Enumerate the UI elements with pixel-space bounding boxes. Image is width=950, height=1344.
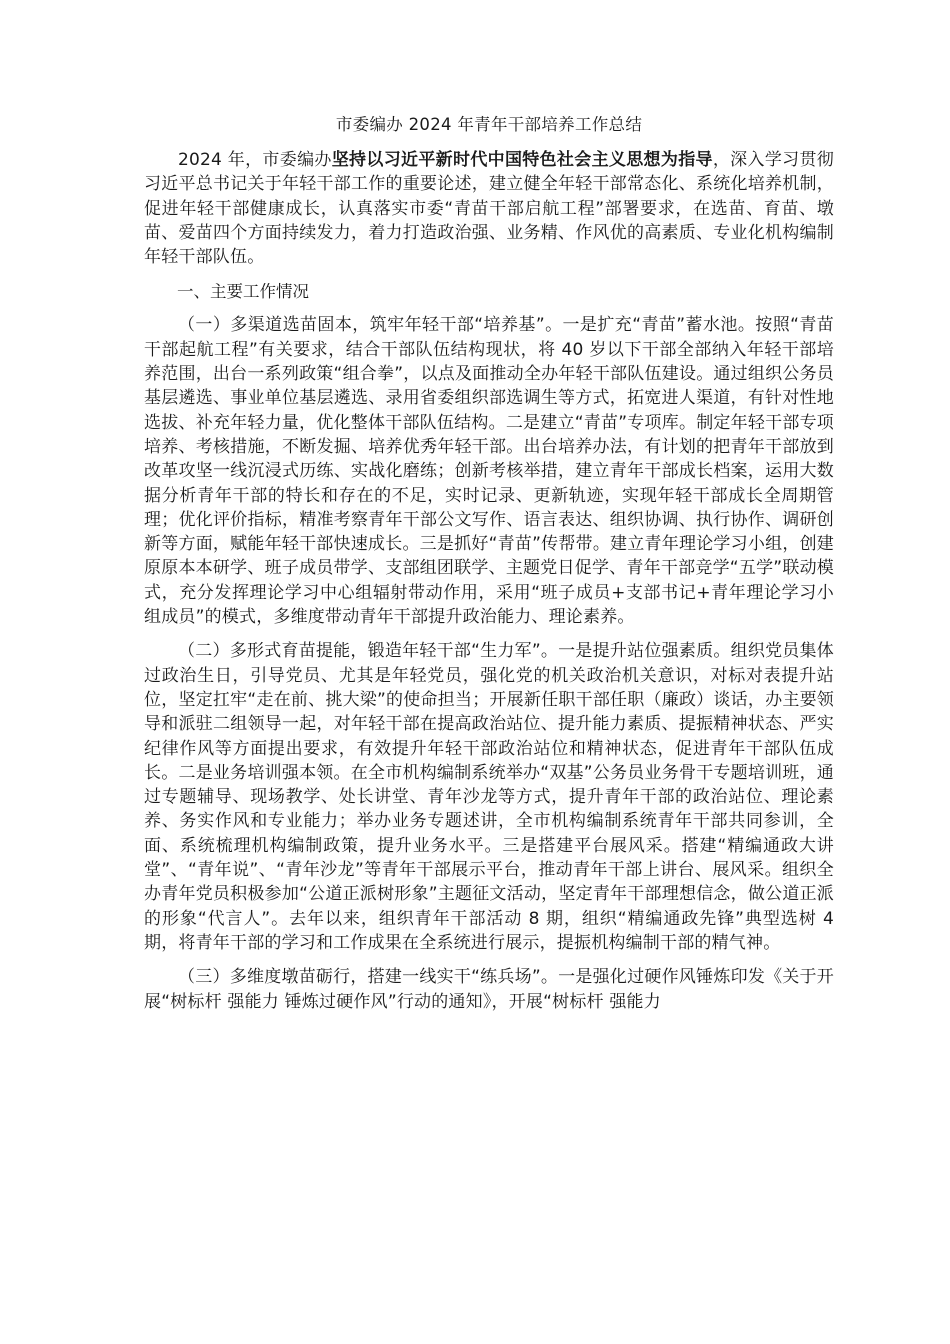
paragraph-cultivation: （二）多形式育苗提能，锻造年轻干部“生力军”。一是提升站位强素质。组织党员集体过政治生日，引导党员、尤其是年轻党员，强化党的机关政治机关意识，对标对表提升站位，坚定扛牢“走在前、挑大梁”的使命担当；开展新任职干部任职（廉政）谈话，办主要领导和派驻二组领导一起，对年轻干部在提高政治站位、提升能力素质、提振精神状态、严实纪律作风等方面提出要求，有效提升年轻干部政治站位和精神状态，促进青年干部队伍成长。二是业务培训强本领。在全市机构编制系统举办“双基”公务员业务骨干专题培训班，通过专题辅导、现场教学、处长讲堂、青年沙龙等方式，提升青年干部的政治站位、理论素养、务实作风和专业能力；举办业务专题述讲，全市机构编制系统青年干部共同参训，全面、系统梳理机构编制政策，提升业务水平。三是搭建平台展风采。搭建“精编通政大讲堂”、“青年说”、“青年沙龙”等青年干部展示平台，推动青年干部上讲台、展风采。组织全办青年党员积极参加“公道正派树形象”主题征文活动，坚定青年干部理想信念，做公道正派的形象“代言人”。去年以来，组织青年干部活动 8 期，组织“精编通政先锋”典型选树 4 期，将青年干部的学习和工作成果在全系统进行展示，提振机构编制干部的精气神。 [144,641,834,953]
paragraph-selection: （一）多渠道选苗固本，筑牢年轻干部“培养基”。一是扩充“青苗”蓄水池。按照“青苗干部起航工程”有关要求，结合干部队伍结构现状，将 40 岁以下干部全部纳入年轻干部培养范围，出台一系列政策“组合拳”，以点及面推动全办年轻干部队伍建设。通过组织公务员基层遴选、事业单位基层遴选、录用省委组织部选调生等方式，拓宽进人渠道，有针对性地选拔、补充年轻力量，优化整体干部队伍结构。二是建立“青苗”专项库。制定年轻干部专项培养、考核措施，不断发掘、培养优秀年轻干部。出台培养办法，有计划的把青年干部放到改革攻坚一线沉浸式历练、实战化磨练；创新考核举措，建立青年干部成长档案，运用大数据分析青年干部的特长和存在的不足，实时记录、更新轨迹，实现年轻干部成长全周期管理；优化评价指标，精准考察青年干部公文写作、语言表达、组织协调、执行协作、调研创新等方面，赋能年轻干部快速成长。三是抓好“青苗”传帮带。建立青年理论学习小组，创建原原本本研学、班子成员带学、支部组团联学、主题党日促学、青年干部竞学“五学”联动模式，充分发挥理论学习中心组辐射带动作用，采用“班子成员+支部书记+青年理论学习小组成员”的模式，多维度带动青年干部提升政治能力、理论素养。 [144,315,834,628]
paragraph-training: （三）多维度墩苗砺行，搭建一线实干“练兵场”。一是强化过硬作风锤炼印发《关于开展“树标杆 强能力 锤炼过硬作风”行动的通知》，开展“树标杆 强能力 [144,967,834,1012]
intro-emphasis: 坚持以习近平新时代中国特色社会主义思想为指导 [331,150,713,170]
section-one-heading: 一、主要工作情况 [177,282,309,302]
intro-prefix: 2024 年，市委编办 [178,150,332,170]
intro-suffix: ，深入学习贯彻习近平总书记关于年轻干部工作的重要论述，建立健全年轻干部常态化、系统化培养机制，促进年轻干部健康成长，认真落实市委“青苗干部启航工程”部署要求，在选苗、育苗、墩苗、爱苗四个方面持续发力，着力打造政治强、业务精、作风优的高素质、专业化机构编制年轻干部队伍。 [144,150,834,268]
intro-paragraph [144,148,834,269]
document-title: 市委编办 2024 年青年干部培养工作总结 [335,115,643,134]
document-page [144,112,834,1024]
